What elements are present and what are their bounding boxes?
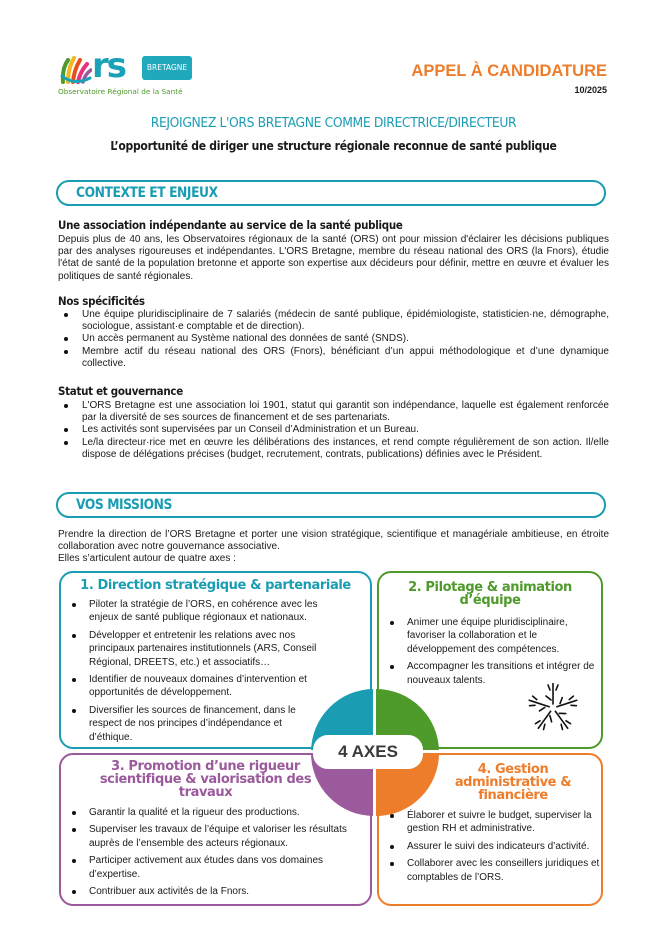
list-item: Les activités sont supervisées par un Conseil d’Administration et un Bureau. [58,424,609,436]
publication-date: 10/2025 [574,85,607,95]
association-heading: Une association indépendante au service de la santé publique [58,219,403,232]
ors-bretagne-logo [58,46,198,102]
logo-subtitle: Observatoire Régional de la Santé [58,87,183,96]
association-text: Depuis plus de 40 ans, les Observatoires régionaux de la santé (ORS) ont pour mission d'éclairer les décisions publiques par des analyses rigoureuses et indépendantes. L'ORS Bretagne, membre du réseau national des ORS (la Fnors), étudie l'état de santé de la population bretonne et apporte son expertise aux décideurs pour définir, mettre en œuvre et évaluer les politiques de santé régionales. [58,234,609,282]
logo-badge-bretagne: BRETAGNE [142,56,192,80]
list-item: Animer une équipe pluridisciplinaire, favoriser la collaboration et le développement des compétences. [379,616,599,656]
logo-wordmark: rs [92,46,126,86]
axis-title: 3. Promotion d’une rigueur scientifique & valorisation des travaux [99,759,312,800]
list-item: Membre actif du réseau national des ORS (Fnors), bénéficiant d’un appui méthodologique et d’une dynamique collective. [58,346,609,370]
statut-list [58,400,609,461]
list-item: Une équipe pluridisciplinaire de 7 salariés (médecin de santé publique, épidémiologiste, statisticien·ne, démographe, sociologue, assistant·e comptable et de direction). [58,309,609,333]
list-item: Identifier de nouveaux domaines d’intervention et opportunités de développement. [61,673,331,700]
list-item: Participer activement aux études dans vos domaines d’expertise. [61,854,361,881]
list-item: Diversifier les sources de financement, dans le respect de nos principes d’indépendance et d’éthique. [61,704,304,744]
list-item: Développer et entretenir les relations avec nos principaux partenaires institutionnels (ARS, Conseil Régional, DREETS, etc.) et associatifs… [61,629,331,669]
list-item: Garantir la qualité et la rigueur des productions. [61,806,361,819]
section-header-contexte [56,180,606,206]
list-item: Élaborer et suivre le budget, superviser la gestion RH et administrative. [379,809,601,836]
section-title: VOS MISSIONS [76,497,172,513]
section-title: CONTEXTE ET ENJEUX [76,185,218,201]
center-label: 4 AXES [313,735,423,769]
list-item: Assurer le suivi des indicateurs d’activité. [379,840,601,853]
list-item: Contribuer aux activités de la Fnors. [61,885,361,898]
specificites-heading: Nos spécificités [58,295,145,308]
list-item: Superviser les travaux de l’équipe et valoriser les résultats auprès de l’ensemble des acteurs régionaux. [61,823,361,850]
logo-hands-icon [60,54,92,84]
team-hands-icon [528,683,578,733]
axis-title: 4. Gestion administrative & financière [454,762,572,803]
list-item: Collaborer avec les conseillers juridiques et comptables de l’ORS. [379,857,601,884]
missions-intro-axes: Elles s’articulent autour de quatre axes : [58,553,236,564]
list-item: Le/la directeur·rice met en œuvre les délibérations des instances, et rend compte régulièrement de son action. Il/elle dispose de délégations précises (budget, recrutement, contrats, publications) définies avec le Président. [58,437,609,461]
specificites-list [58,309,609,370]
page-subtitle: L’opportunité de diriger une structure régionale reconnue de santé publique [110,139,557,153]
list-item: Accompagner les transitions et intégrer de nouveaux talents. [379,660,599,687]
statut-heading: Statut et gouvernance [58,385,183,398]
axis-title: 1. Direction stratégique & partenariale [80,578,351,593]
call-label: APPEL À CANDIDATURE [411,62,607,80]
section-header-missions [56,492,606,518]
list-item: Piloter la stratégie de l’ORS, en cohérence avec les enjeux de santé publique régionaux et nationaux. [61,598,331,625]
axis-title: 2. Pilotage & animation d’équipe [408,580,572,608]
list-item: L'ORS Bretagne est une association loi 1901, statut qui garantit son indépendance, laquelle est également renforcée par la diversité de ses sources de financement et de ses partenariats. [58,400,609,424]
page-title: REJOIGNEZ L'ORS BRETAGNE COMME DIRECTRICE/DIRECTEUR [150,116,517,131]
list-item: Un accès permanent au Système national des données de santé (SNDS). [58,333,609,345]
missions-intro: Prendre la direction de l’ORS Bretagne et porter une vision stratégique, scientifique et managériale ambitieuse, en étroite collaboration avec notre gouvernance associative. [58,529,609,553]
